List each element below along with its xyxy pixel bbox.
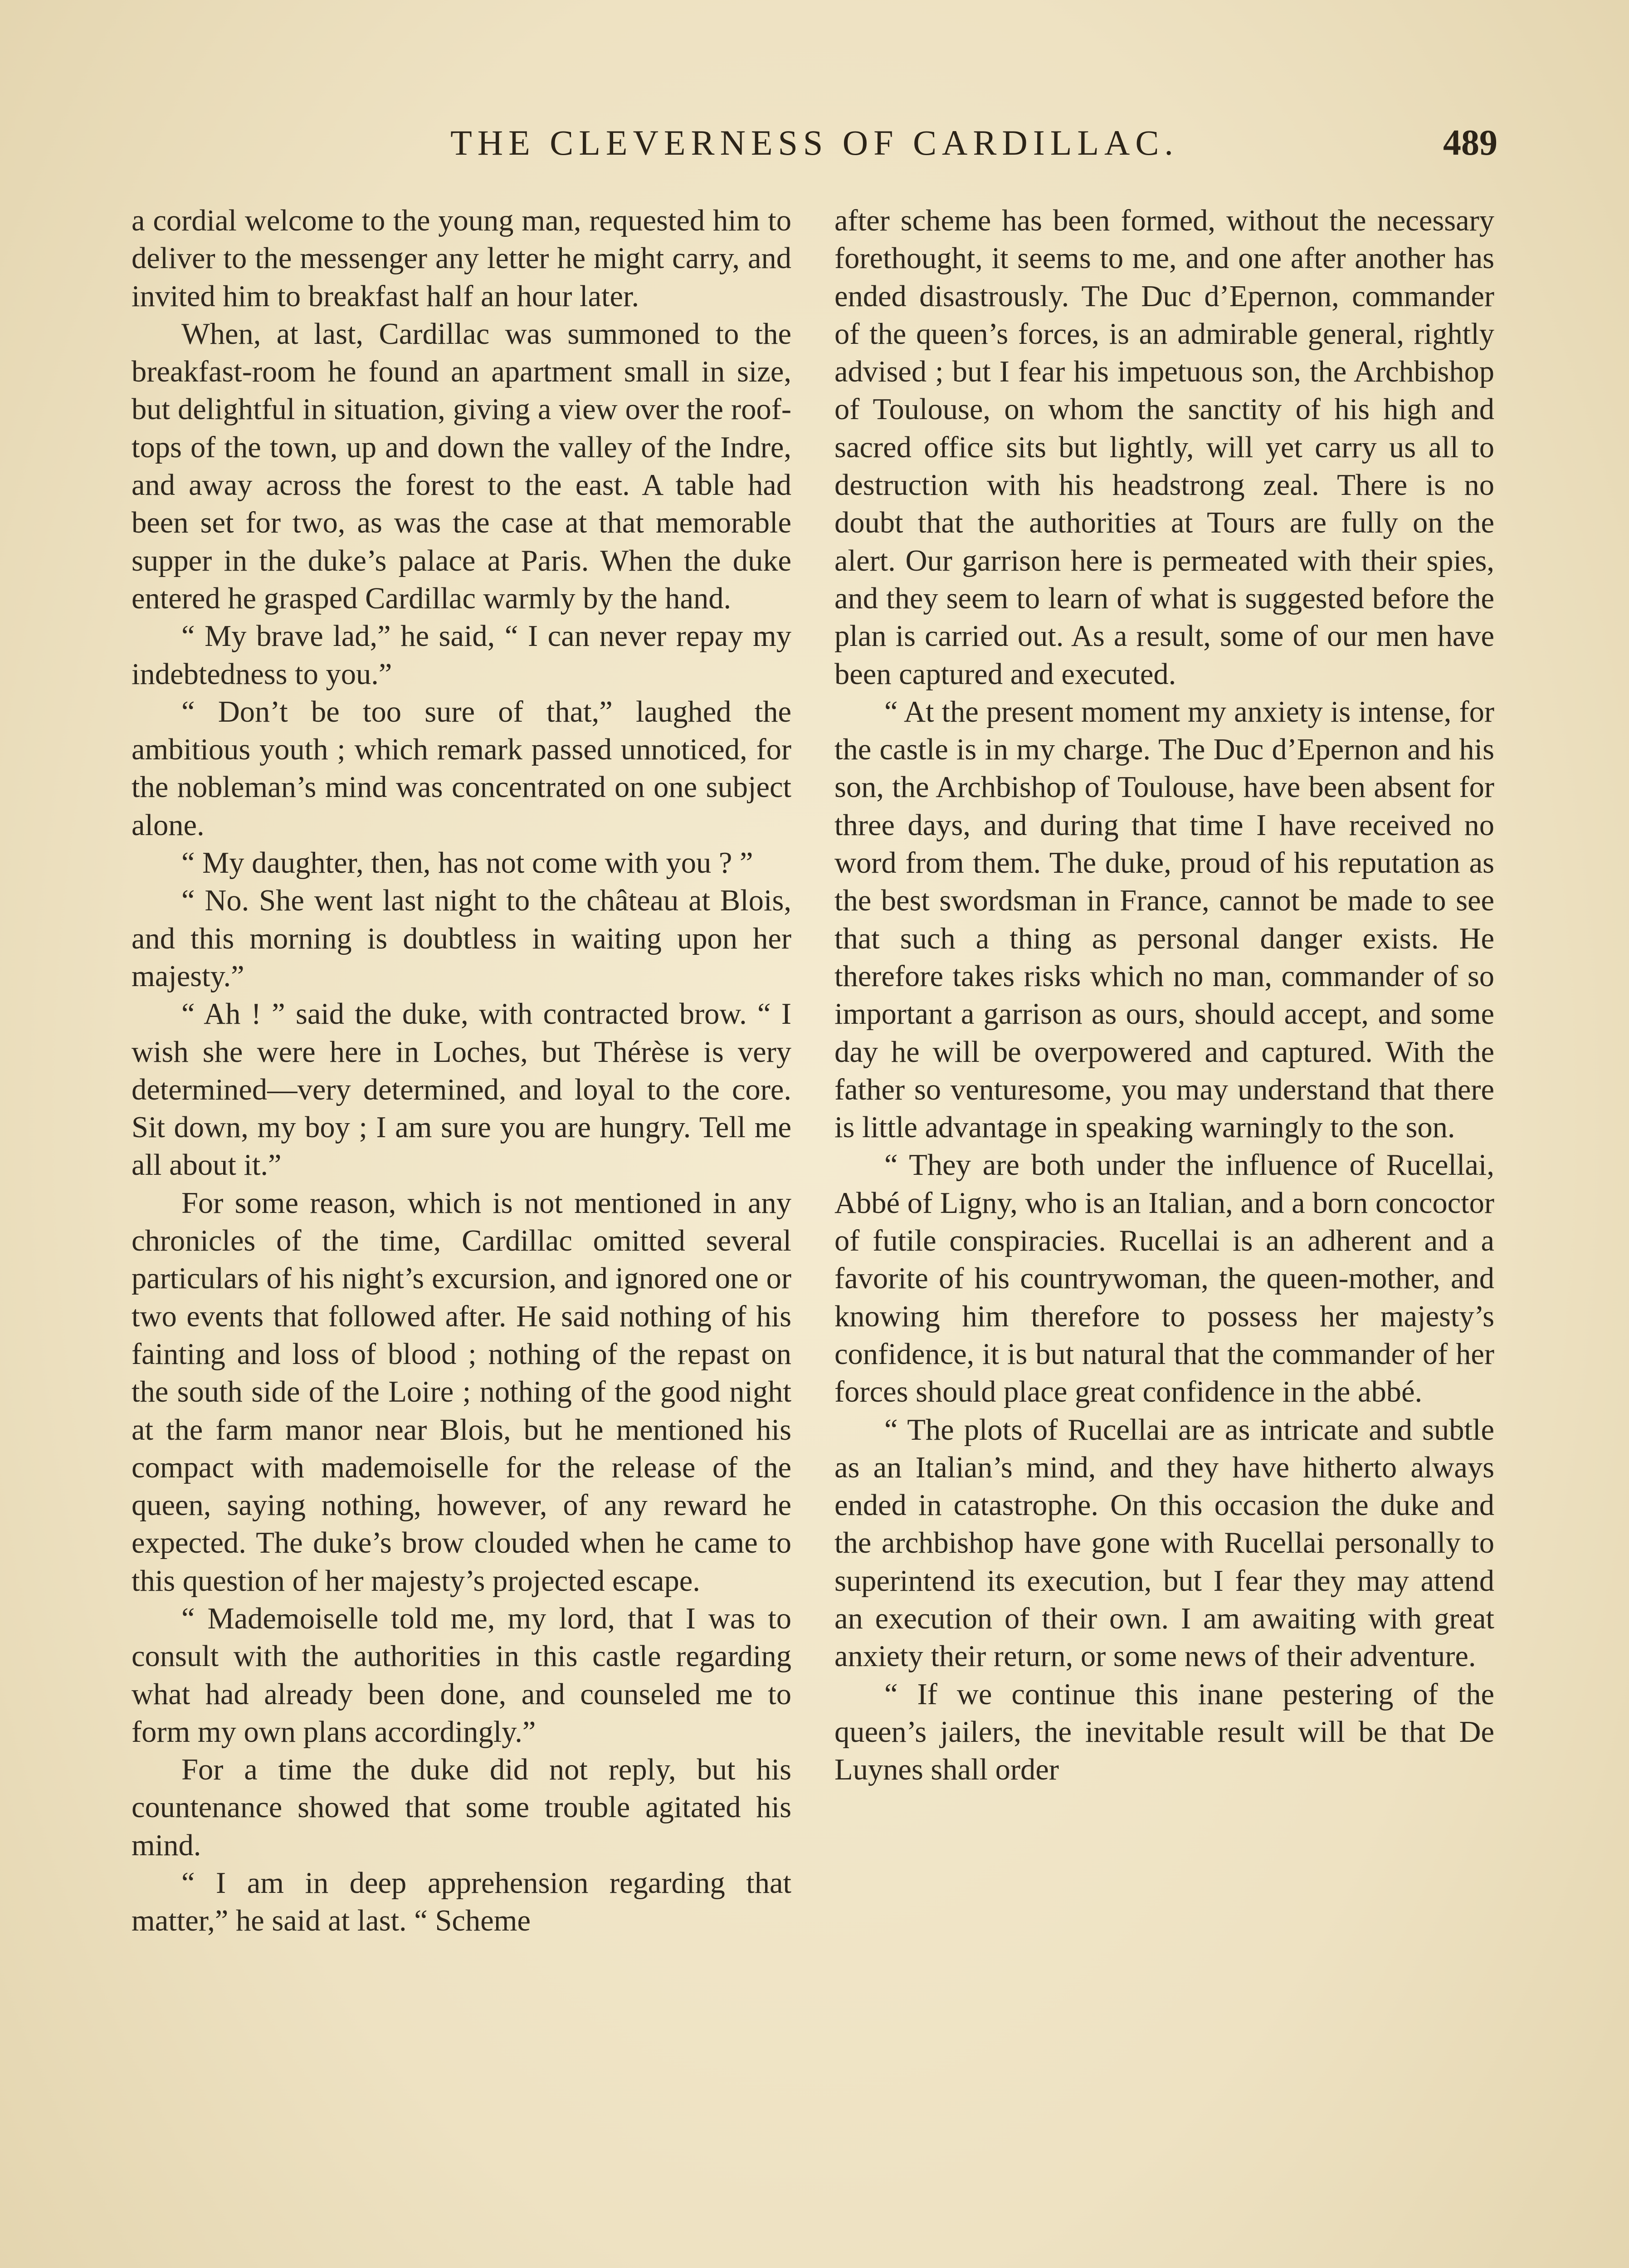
paragraph: “ Ah ! ” said the duke, with contracted brow. “ I wish she were here in Loches, but Thérèse is very determined—very determined, and loyal to the core. Sit down, my boy ; I am sure you are hungry. Tell me all about it.”: [132, 997, 791, 1182]
running-title: THE CLEVERNESS OF CARDILLAC.: [450, 123, 1179, 162]
paragraph: For a time the duke did not reply, but his countenance showed that some trouble agitated his mind.: [132, 1753, 791, 1862]
paragraph: a cordial welcome to the young man, requested him to deliver to the messenger any letter he might carry, and invited him to breakfast half an hour later.: [132, 204, 791, 313]
paragraph: “ Mademoiselle told me, my lord, that I was to consult with the authorities in this castle regarding what had already been done, and counseled me to form my own plans accordingly.”: [132, 1602, 791, 1749]
paragraph: “ Don’t be too sure of that,” laughed the ambitious youth ; which remark passed unnoticed, for the nobleman’s mind was concentrated on one subject alone.: [132, 695, 791, 842]
paragraph: For some reason, which is not mentioned in any chronicles of the time, Cardillac omitted several particulars of his night’s excursion, and ignored one or two events that followed after. He said nothing of his fainting and loss of blood ; nothing of the repast on the south side of the Loire ; nothing of the good night at the farm manor near Blois, but he mentioned his compact with mademoiselle for the release of the queen, saying nothing, however, of any reward he expected. The duke’s brow clouded when he came to this question of her majesty’s projected escape.: [132, 1186, 791, 1598]
paragraph: “ No. She went last night to the château at Blois, and this morning is doubtless in waiting upon her majesty.”: [132, 884, 791, 993]
page-number: 489: [1443, 123, 1497, 163]
paragraph: When, at last, Cardillac was summoned to the breakfast-room he found an apartment small in size, but delightful in situation, giving a view over the roof-tops of the town, up and down the valley of the Indre, and away across the forest to the east. A table had been set for two, as was the case at that memorable supper in the duke’s palace at Paris. When the duke entered he grasped Cardillac warmly by the hand.: [132, 317, 791, 615]
paragraph: “ My daughter, then, has not come with you ? ”: [181, 846, 753, 880]
paragraph: “ If we continue this inane pestering of the queen’s jailers, the inevitable result will be that De Luynes shall order: [834, 1677, 1494, 1787]
paragraph: “ I am in deep apprehension regarding that matter,” he said at last. “ Scheme: [132, 1867, 791, 1938]
left-column: [132, 202, 791, 1940]
paragraph: after scheme has been formed, without the necessary forethought, it seems to me, and one after another has ended disastrously. The Duc d’Epernon, commander of the queen’s forces, is an admirable general, rightly advised ; but I fear his impetuous son, the Archbishop of Toulouse, on whom the sanctity of his high and sacred office sits but lightly, will yet carry us all to destruction with his headstrong zeal. There is no doubt that the authorities at Tours are fully on the alert. Our garrison here is permeated with their spies, and they seem to learn of what is suggested before the plan is carried out. As a result, some of our men have been captured and executed.: [834, 204, 1494, 691]
paragraph: “ At the present moment my anxiety is intense, for the castle is in my charge. The Duc d’Epernon and his son, the Archbishop of Toulouse, have been absent for three days, and during that time I have received no word from them. The duke, proud of his reputation as the best swordsman in France, cannot be made to see that such a thing as personal danger exists. He therefore takes risks which no man, commander of so important a garrison as ours, should accept, and some day he will be overpowered and captured. With the father so venturesome, you may understand that there is little advantage in speaking warningly to the son.: [834, 695, 1494, 1144]
right-column: [834, 202, 1494, 1789]
paragraph: “ The plots of Rucellai are as intricate and subtle as an Italian’s mind, and they have hitherto always ended in catastrophe. On this occasion the duke and the archbishop have gone with Rucellai personally to superintend its execution, but I fear they may attend an execution of their own. I am awaiting with great anxiety their return, or some news of their adventure.: [834, 1413, 1494, 1673]
paragraph: “ My brave lad,” he said, “ I can never repay my indebtedness to you.”: [132, 620, 791, 691]
paragraph: “ They are both under the influence of Rucellai, Abbé of Ligny, who is an Italian, and a born concoctor of futile conspiracies. Rucellai is an adherent and a favorite of his countrywoman, the queen-mother, and knowing him therefore to possess her majesty’s confidence, it is but natural that the commander of her forces should place great confidence in the abbé.: [834, 1149, 1494, 1409]
running-head: [132, 122, 1497, 172]
